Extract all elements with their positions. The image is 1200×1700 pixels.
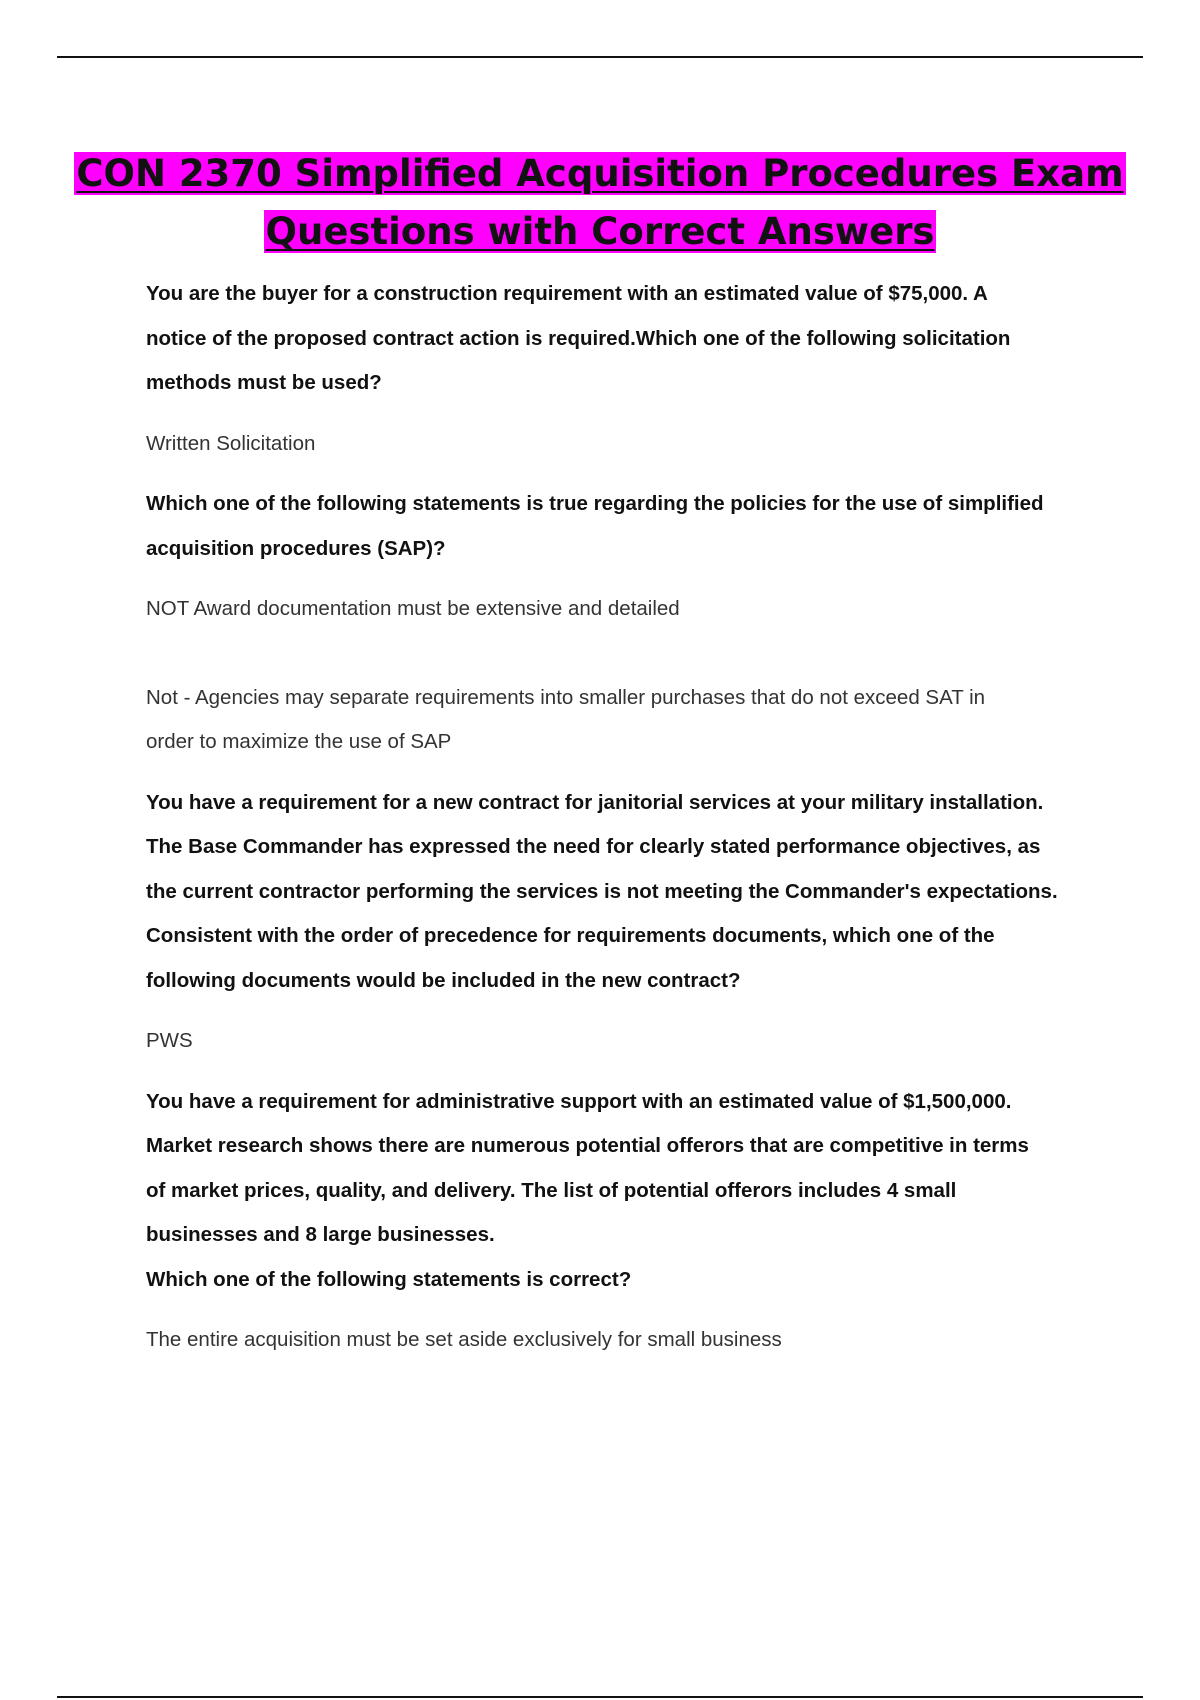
question-3-line-4: Consistent with the order of precedence for requirements documents, which one of the [146,924,995,947]
answer-4: The entire acquisition must be set aside exclusively for small business [146,1328,782,1351]
top-rule [57,56,1143,58]
question-3-line-1: You have a requirement for a new contract for janitorial services at your military installation. [146,790,1044,814]
question-3-line-5: following documents would be included in the new contract? [146,968,741,992]
question-1-line-1: You are the buyer for a construction requirement with an estimated value of $75,000. A [146,282,988,305]
question-2-line-2: acquisition procedures (SAP)? [146,536,446,560]
question-4 [146,1080,1096,1303]
qa-item-4 [146,1080,1096,1363]
document-title [57,145,1143,261]
question-4-line-2: Market research shows there are numerous potential offerors that are competitive in terms [146,1134,1029,1157]
title-line-2: Questions with Correct Answers [265,210,935,253]
qa-item-3 [146,781,1096,1064]
answer-3: PWS [146,1029,193,1052]
question-1-line-3: methods must be used? [146,371,382,394]
question-2-line-1: Which one of the following statements is true regarding the policies for the use of simplified [146,492,1044,515]
question-4-line-3: of market prices, quality, and delivery. The list of potential offerors includes 4 small [146,1178,957,1202]
question-1-line-2: notice of the proposed contract action is required.Which one of the following solicitation [146,326,1011,350]
answer-1: Written Solicitation [146,431,316,455]
qa-item-2 [146,482,1096,765]
qa-item-1 [146,272,1096,466]
question-3-line-2: The Base Commander has expressed the need for clearly stated performance objectives, as [146,835,1041,858]
answer-2b [146,676,1096,765]
question-3 [146,781,1096,1004]
question-3-line-3: the current contractor performing the services is not meeting the Commander's expectations. [146,879,1058,903]
title-line-1: CON 2370 Simplified Acquisition Procedures Exam [76,152,1124,195]
question-1 [146,272,1096,406]
qa-content [146,272,1096,1363]
question-4-line-5: Which one of the following statements is correct? [146,1267,632,1291]
answer-2b-line-1: Not - Agencies may separate requirements into smaller purchases that do not exceed SAT in [146,685,986,709]
bottom-rule [57,1696,1143,1698]
question-4-line-4: businesses and 8 large businesses. [146,1223,495,1246]
answer-2a: NOT Award documentation must be extensive and detailed [146,597,680,620]
question-2 [146,482,1096,571]
answer-2b-line-2: order to maximize the use of SAP [146,730,452,753]
question-4-line-1: You have a requirement for administrative support with an estimated value of $1,500,000. [146,1089,1012,1113]
